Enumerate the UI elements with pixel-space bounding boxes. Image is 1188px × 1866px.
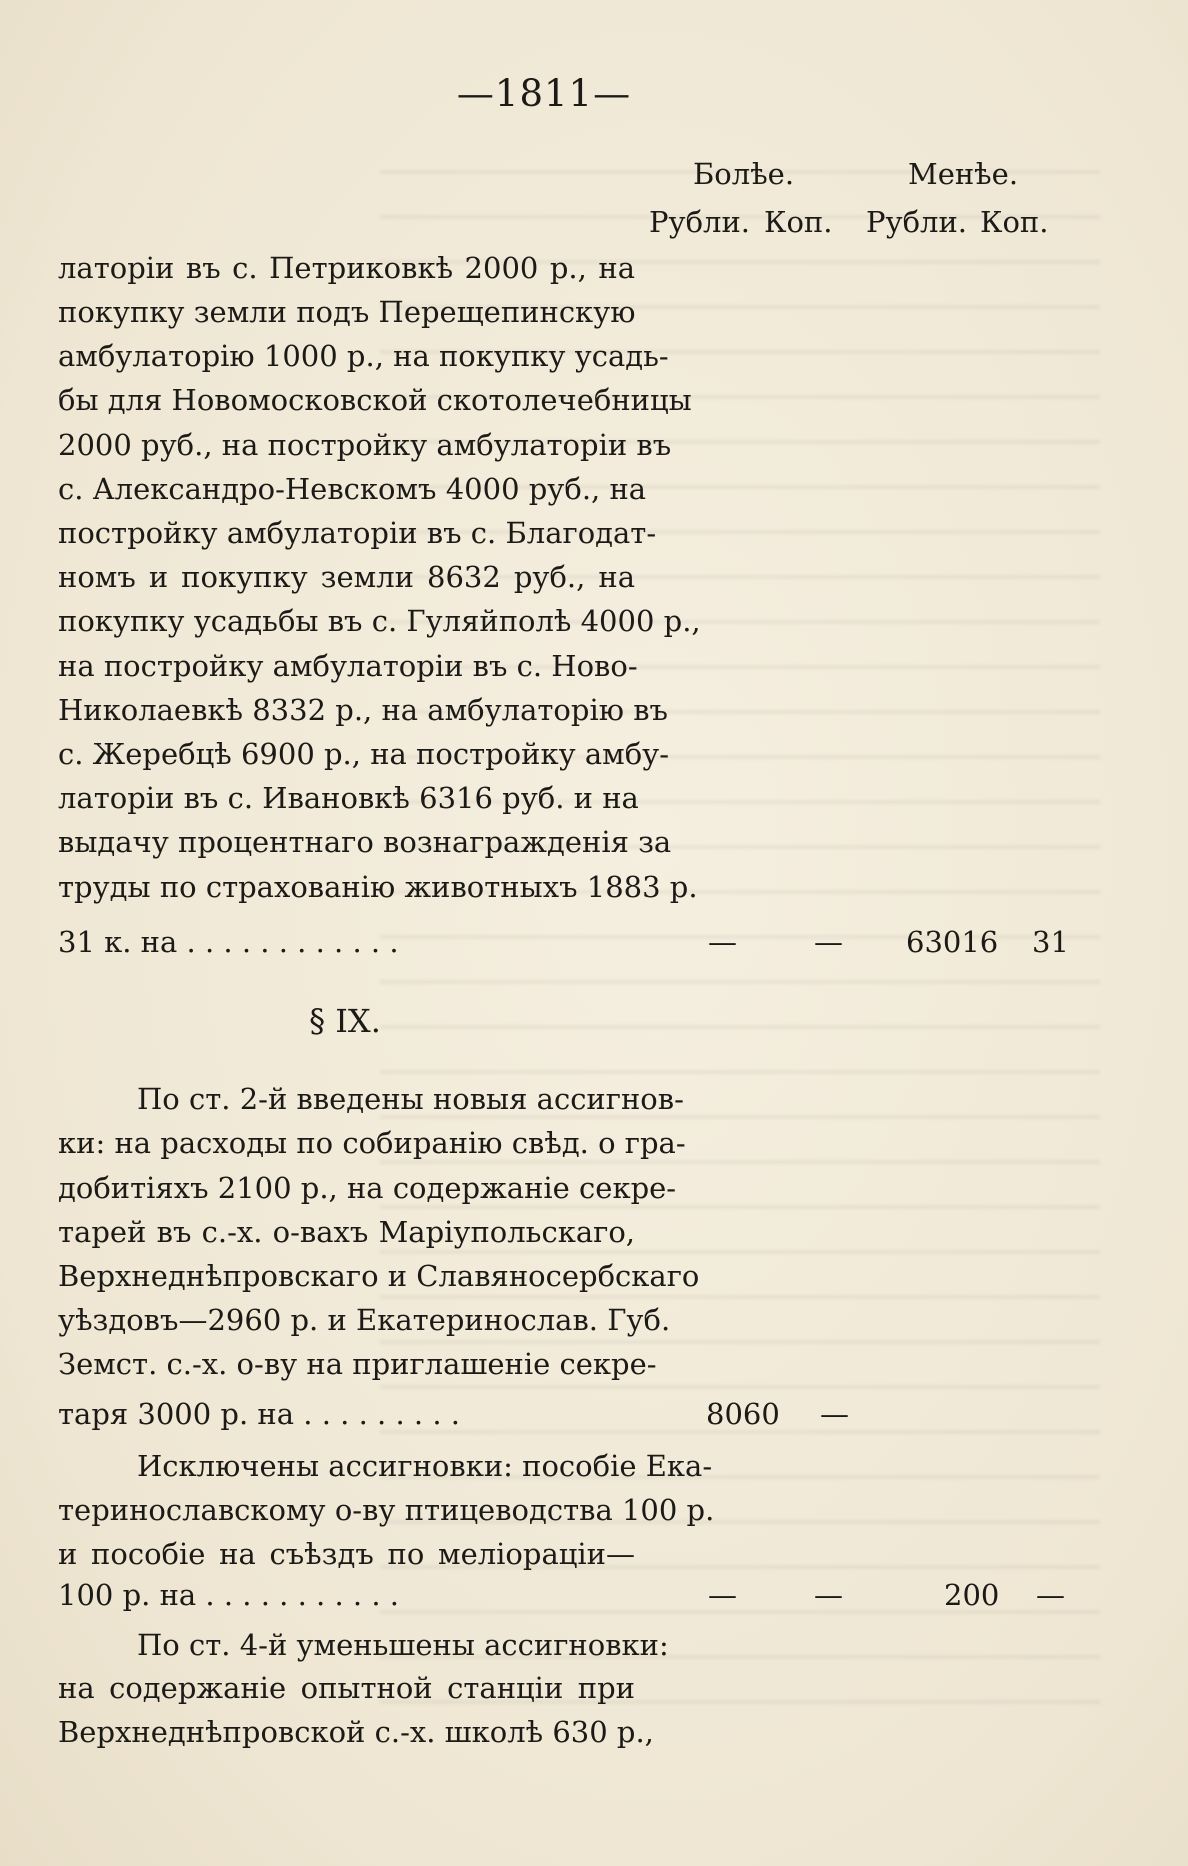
text-line: 31 к. на . . . . . . . . . . . . [58,925,399,959]
text-line: латоріи въ с. Ивановкѣ 6316 руб. и на [58,781,639,815]
value-more-kopecks: — [820,1397,849,1431]
text-line: Николаевкѣ 8332 р., на амбулаторію въ [58,693,668,727]
value-more-rubles: — [708,925,737,959]
text-line: уѣздовъ—2960 р. и Екатеринослав. Губ. [58,1303,671,1337]
text-line: теринославскому о-ву птицеводства 100 р. [58,1493,715,1527]
text-line: номъ и покупку земли 8632 руб., на [58,560,635,594]
value-less-kopecks: 31 [1032,925,1069,959]
text-line: Верхнеднѣпровской с.-х. школѣ 630 р., [58,1715,654,1749]
text-line: ки: на расходы по собиранію свѣд. о гра- [58,1126,686,1160]
text-line: таря 3000 р. на . . . . . . . . . [58,1397,460,1431]
text-line: 100 р. на . . . . . . . . . . . [58,1578,399,1612]
column-header-less: Менѣе. [908,157,1019,191]
text-line: По ст. 4-й уменьшены ассигновки: [137,1628,669,1662]
value-more-kopecks: — [814,925,843,959]
value-more-rubles: — [708,1578,737,1612]
text-line: выдачу процентнаго вознагражденія за [58,825,672,859]
column-header-more: Болѣе. [693,157,795,191]
column-header-rubles-less: Рубли. [866,205,968,239]
text-line: с. Жеребцѣ 6900 р., на постройку амбу- [58,737,670,771]
text-line: Земст. с.-х. о-ву на приглашеніе секре- [58,1347,657,1381]
text-line: тарей въ с.-х. о-вахъ Маріупольскаго, [58,1215,635,1249]
text-line: По ст. 2-й введены новыя ассигнов- [137,1082,684,1116]
value-more-rubles: 8060 [706,1397,780,1431]
text-line: латоріи въ с. Петриковкѣ 2000 р., на [58,251,635,285]
text-line: Исключены ассигновки: пособіе Ека- [137,1449,713,1483]
section-heading: § IX. [309,1002,381,1040]
text-line: с. Александро-Невскомъ 4000 руб., на [58,472,647,506]
text-line: бы для Новомосковской скотолечебницы [58,383,692,417]
column-header-rubles-more: Рубли. [649,205,751,239]
value-less-rubles: 63016 [906,925,999,959]
value-less-kopecks: — [1036,1578,1065,1612]
value-more-kopecks: — [814,1578,843,1612]
text-line: добитіяхъ 2100 р., на содержаніе секре- [58,1171,677,1205]
text-line: на содержаніе опытной станціи при [58,1671,635,1705]
text-line: труды по страхованію животныхъ 1883 р. [58,870,698,904]
text-line: постройку амбулаторіи въ с. Благодат- [58,516,657,550]
text-line: и пособіе на съѣздъ по меліораціи— [58,1537,635,1571]
text-line: покупку земли подъ Перещепинскую [58,295,636,329]
text-line: Верхнеднѣпровскаго и Славяносербскаго [58,1259,700,1293]
column-header-kopecks-more: Коп. [764,205,833,239]
text-line: 2000 руб., на постройку амбулаторіи въ [58,428,672,462]
value-less-rubles: 200 [944,1578,1000,1612]
page-number: —1811— [456,72,632,115]
column-header-kopecks-less: Коп. [980,205,1049,239]
text-line: амбулаторію 1000 р., на покупку усадь- [58,339,669,373]
text-line: покупку усадьбы въ с. Гуляйполѣ 4000 р., [58,604,701,638]
text-line: на постройку амбулаторіи въ с. Ново- [58,649,638,683]
